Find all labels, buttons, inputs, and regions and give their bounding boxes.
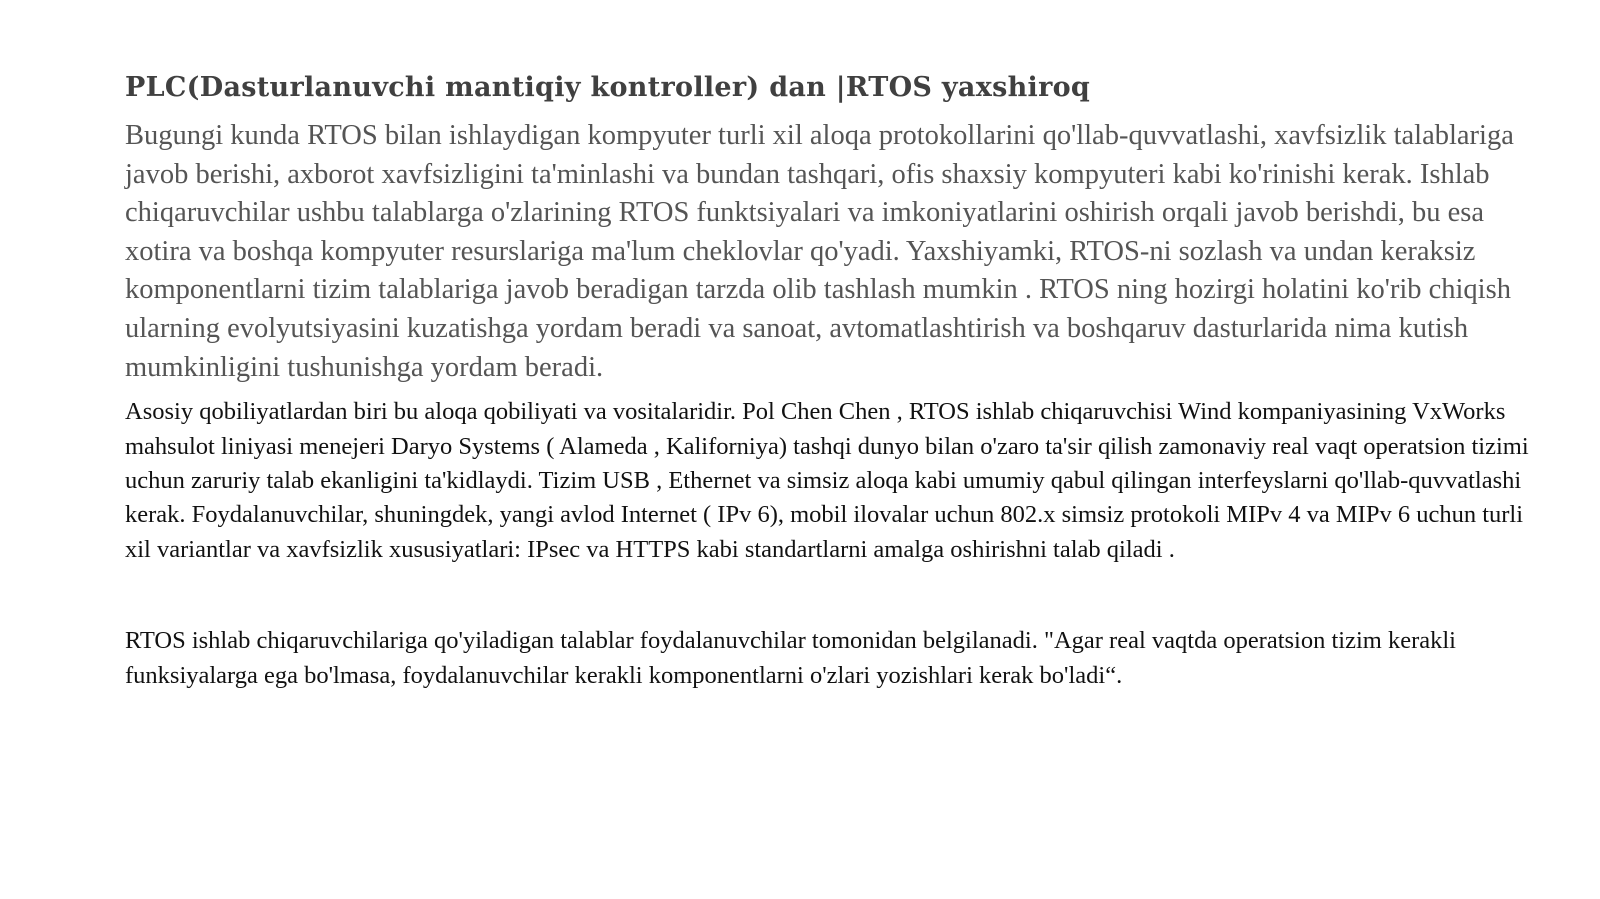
body-paragraph-2: RTOS ishlab chiqaruvchilariga qo'yiladigan talablar foydalanuvchilar tomonidan belgilanadi. "Agar real vaqtda operatsion tizim kerakli funksiyalarga ega bo'lmasa, foydalanuvchilar kerakli komponentlarni o'zlari yozishlari kerak bo'ladi“.	[125, 627, 1456, 689]
slide-title: PLC(Dasturlanuvchi mantiqiy kontroller) dan |RTOS yaxshiroq	[125, 72, 1091, 103]
body-paragraph-1: Asosiy qobiliyatlardan biri bu aloqa qobiliyati va vositalaridir. Pol Chen Chen , RTOS ishlab chiqaruvchisi Wind kompaniyasining VxWorks mahsulot liniyasi menejeri Daryo Systems ( Alameda , Kaliforniya) tashqi dunyo bilan o'zaro ta'sir qilish zamonaviy real vaqt operatsion tizimi uchun zaruriy talab ekanligini ta'kidlaydi. Tizim USB , Ethernet va simsiz aloqa kabi umumiy qabul qilingan interfeyslarni qo'llab-quvvatlashi kerak. Foydalanuvchilar, shuningdek, yangi avlod Internet ( IPv 6), mobil ilovalar uchun 802.x simsiz protokoli MIPv 4 va MIPv 6 uchun turli xil variantlar va xavfsizlik xususiyatlari: IPsec va HTTPS kabi standartlarni amalga oshirishni talab qiladi .	[125, 398, 1529, 563]
slide-content	[125, 72, 1545, 693]
lead-paragraph: Bugungi kunda RTOS bilan ishlaydigan kompyuter turli xil aloqa protokollarini qo'llab-quvvatlashi, xavfsizlik talablariga javob berishi, axborot xavfsizligini ta'minlashi va bundan tashqari, ofis shaxsiy kompyuteri kabi ko'rinishi kerak. Ishlab chiqaruvchilar ushbu talablarga o'zlarining RTOS funktsiyalari va imkoniyatlarini oshirish orqali javob berishdi, bu esa xotira va boshqa kompyuter resurslariga ma'lum cheklovlar qo'yadi. Yaxshiyamki, RTOS-ni sozlash va undan keraksiz komponentlarni tizim talablariga javob beradigan tarzda olib tashlash mumkin . RTOS ning hozirgi holatini ko'rib chiqish ularning evolyutsiyasini kuzatishga yordam beradi va sanoat, avtomatlashtirish va boshqaruv dasturlarida nima kutish mumkinligini tushunishga yordam beradi.	[125, 120, 1514, 383]
